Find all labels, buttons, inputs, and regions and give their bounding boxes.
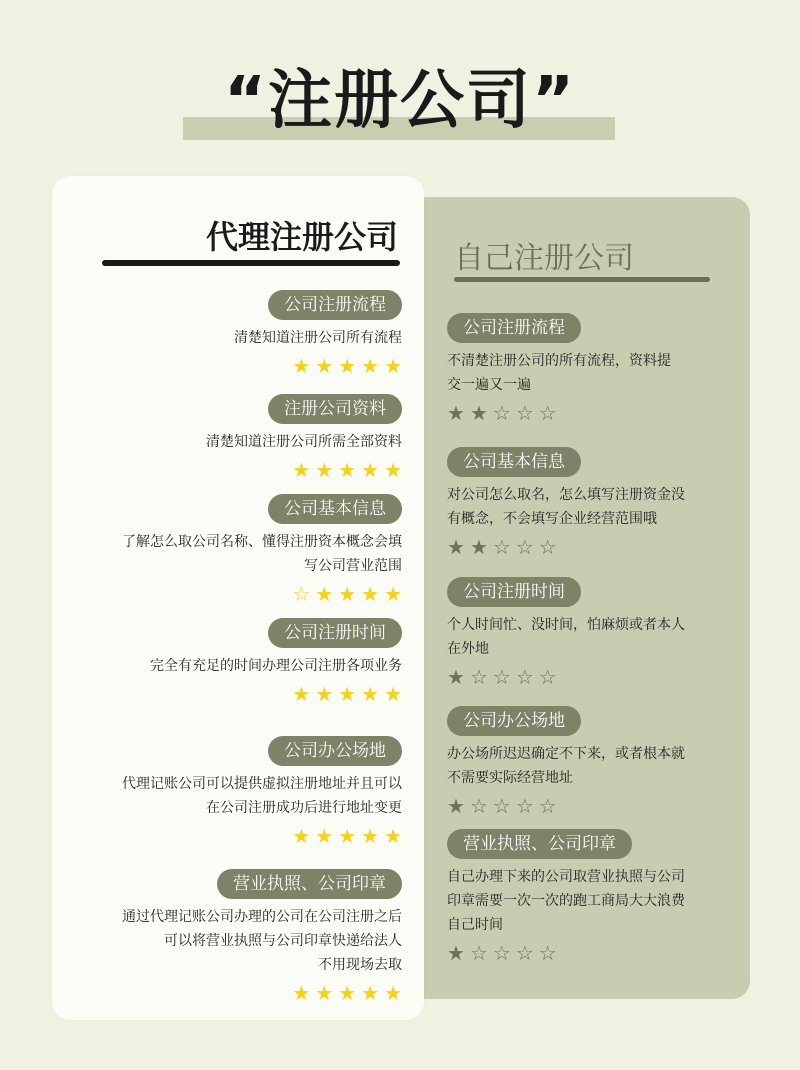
section-label: 公司办公场地 [268,736,402,766]
left-section-process [72,290,407,378]
star-filled-icon: ★ [315,458,339,482]
self-register-panel [400,197,750,999]
star-filled-icon: ★ [315,824,339,848]
self-register-heading-rule [454,277,710,282]
star-empty-icon: ☆ [515,401,539,425]
star-filled-icon: ★ [361,582,385,606]
star-filled-icon: ★ [469,401,493,425]
star-filled-icon: ★ [338,458,362,482]
star-empty-icon: ☆ [515,794,539,818]
star-empty-icon: ☆ [515,665,539,689]
section-label: 注册公司资料 [268,394,402,424]
agent-register-heading: 代理注册公司 [205,218,398,256]
star-filled-icon: ★ [384,981,407,1005]
agent-register-panel [52,176,424,1020]
section-label: 营业执照、公司印章 [447,829,632,859]
section-label: 公司注册流程 [447,313,581,343]
star-rating [72,582,407,606]
section-desc: 对公司怎么取名，怎么填写注册资金没 有概念，不会填写企业经营范围哦 [447,487,685,527]
page-title: “注册公司” [223,64,577,138]
section-label: 公司基本信息 [268,494,402,524]
star-empty-icon: ☆ [469,665,493,689]
star-empty-icon: ☆ [469,794,493,818]
star-filled-icon: ★ [361,824,385,848]
star-filled-icon: ★ [338,582,362,606]
star-rating [72,682,407,706]
left-section-license-seal [72,869,407,1005]
section-desc: 代理记账公司可以提供虚拟注册地址并且可以 在公司注册成功后进行地址变更 [122,776,402,816]
star-filled-icon: ★ [447,401,470,425]
left-section-basic-info [72,494,407,606]
star-empty-icon: ☆ [515,941,539,965]
star-empty-icon: ☆ [538,401,562,425]
star-empty-icon: ☆ [292,582,316,606]
section-desc: 自己办理下来的公司取营业执照与公司 印章需要一次一次的跑工商局大大浪费 自己时间 [447,869,685,933]
agent-register-heading-rule [102,260,400,266]
left-section-time [72,618,407,706]
star-filled-icon: ★ [292,682,316,706]
star-filled-icon: ★ [338,354,362,378]
star-rating [447,665,737,689]
right-section-time [447,577,737,689]
section-desc: 通过代理记账公司办理的公司在公司注册之后 可以将营业执照与公司印章快递给法人 不用现场去取 [122,909,402,973]
star-rating [447,401,737,425]
star-filled-icon: ★ [338,981,362,1005]
star-rating [72,981,407,1005]
self-register-heading: 自己注册公司 [454,241,634,276]
right-section-office [447,706,737,818]
section-desc: 不清楚注册公司的所有流程，资料提 交一遍又一遍 [447,353,671,393]
star-filled-icon: ★ [292,354,316,378]
section-desc: 了解怎么取公司名称、懂得注册资本概念会填 写公司营业范围 [122,534,402,574]
star-filled-icon: ★ [384,682,407,706]
star-filled-icon: ★ [361,354,385,378]
star-empty-icon: ☆ [492,941,516,965]
right-section-process [447,313,737,425]
star-empty-icon: ☆ [492,535,516,559]
star-rating [447,535,737,559]
right-section-license-seal [447,829,737,965]
title-area [0,60,800,150]
star-empty-icon: ☆ [469,941,493,965]
star-rating [447,941,737,965]
star-filled-icon: ★ [292,824,316,848]
star-filled-icon: ★ [315,582,339,606]
section-label: 公司注册时间 [268,618,402,648]
star-filled-icon: ★ [447,535,470,559]
section-desc: 清楚知道注册公司所有流程 [234,330,402,346]
star-empty-icon: ☆ [538,665,562,689]
star-rating [72,824,407,848]
star-filled-icon: ★ [469,535,493,559]
star-filled-icon: ★ [338,824,362,848]
section-label: 公司注册流程 [268,290,402,320]
star-filled-icon: ★ [447,941,470,965]
star-filled-icon: ★ [361,682,385,706]
section-label: 公司注册时间 [447,577,581,607]
star-filled-icon: ★ [447,794,470,818]
star-filled-icon: ★ [384,824,407,848]
star-filled-icon: ★ [447,665,470,689]
star-filled-icon: ★ [361,458,385,482]
star-filled-icon: ★ [384,354,407,378]
star-filled-icon: ★ [315,354,339,378]
star-empty-icon: ☆ [492,665,516,689]
star-empty-icon: ☆ [492,401,516,425]
star-filled-icon: ★ [315,682,339,706]
section-desc: 办公场所迟迟确定不下来，或者根本就 不需要实际经营地址 [447,746,685,786]
star-filled-icon: ★ [292,458,316,482]
star-rating [72,458,407,482]
left-section-materials [72,394,407,482]
left-section-office [72,736,407,848]
section-desc: 完全有充足的时间办理公司注册各项业务 [150,658,402,674]
right-section-basic-info [447,447,737,559]
star-empty-icon: ☆ [538,535,562,559]
star-empty-icon: ☆ [538,941,562,965]
star-empty-icon: ☆ [515,535,539,559]
star-filled-icon: ★ [292,981,316,1005]
section-label: 营业执照、公司印章 [217,869,402,899]
star-filled-icon: ★ [361,981,385,1005]
star-empty-icon: ☆ [538,794,562,818]
star-rating [447,794,737,818]
star-empty-icon: ☆ [492,794,516,818]
star-filled-icon: ★ [315,981,339,1005]
star-rating [72,354,407,378]
section-label: 公司基本信息 [447,447,581,477]
section-label: 公司办公场地 [447,706,581,736]
section-desc: 清楚知道注册公司所需全部资料 [206,434,402,450]
section-desc: 个人时间忙、没时间，怕麻烦或者本人 在外地 [447,617,685,657]
star-filled-icon: ★ [338,682,362,706]
star-filled-icon: ★ [384,458,407,482]
star-filled-icon: ★ [384,582,407,606]
